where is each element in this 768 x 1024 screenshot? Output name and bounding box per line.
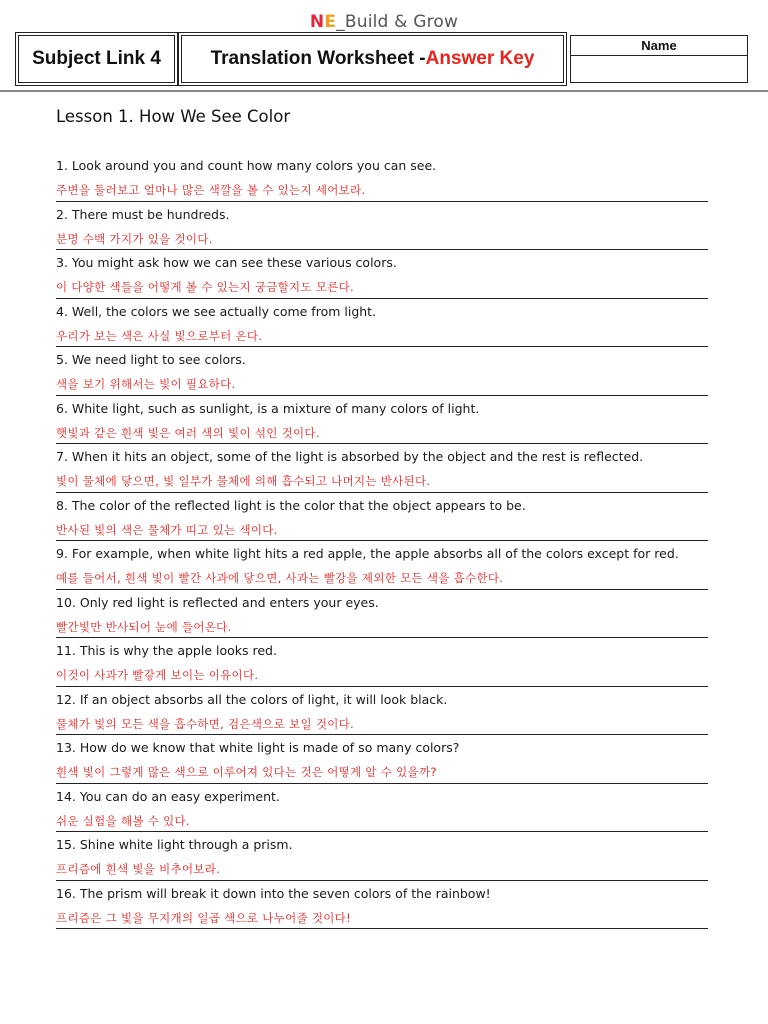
english-sentence: 5. We need light to see colors. [56, 352, 246, 367]
list-item [56, 493, 708, 542]
header-divider [0, 90, 768, 92]
list-item [56, 299, 708, 348]
title-cell [181, 35, 564, 83]
english-sentence: 1. Look around you and count how many colors you can see. [56, 158, 437, 173]
list-item [56, 153, 708, 202]
list-item [56, 735, 708, 784]
list-item [56, 347, 708, 396]
english-sentence: 15. Shine white light through a prism. [56, 837, 293, 852]
list-item [56, 202, 708, 251]
english-sentence: 13. How do we know that white light is made of so many colors? [56, 740, 460, 755]
korean-translation: 빛이 물체에 닿으면, 빛 일부가 물체에 의해 흡수되고 나머지는 반사된다. [56, 474, 431, 488]
name-label: Name [571, 36, 747, 56]
logo-letter-e: E [324, 12, 337, 32]
list-item [56, 881, 708, 930]
english-sentence: 7. When it hits an object, some of the light is absorbed by the object and the rest is reflected. [56, 449, 644, 464]
list-item [56, 396, 708, 445]
english-sentence: 4. Well, the colors we see actually come from light. [56, 303, 377, 319]
korean-translation: 물체가 빛의 모든 색을 흡수하면, 검은색으로 보일 것이다. [56, 716, 355, 731]
korean-translation: 햇빛과 같은 흰색 빛은 여러 색의 빛이 섞인 것이다. [56, 425, 320, 440]
korean-translation: 분명 수백 가지가 있을 것이다. [56, 231, 213, 246]
korean-translation: 예를 들어서, 흰색 빛이 빨간 사과에 닿으면, 사과는 빨강을 제외한 모든 색을 흡수한다. [56, 571, 504, 585]
english-sentence: 11. This is why the apple looks red. [56, 643, 277, 658]
logo-letter-n: N [309, 12, 325, 32]
list-item [56, 444, 708, 493]
list-item [56, 250, 708, 299]
korean-translation: 이것이 사과가 빨갛게 보이는 이유이다. [56, 668, 259, 682]
list-item [56, 638, 708, 687]
english-sentence: 12. If an object absorbs all the colors of light, it will look black. [56, 691, 448, 707]
brand-logo [0, 12, 768, 32]
korean-translation: 흰색 빛이 그렇게 많은 색으로 이루어져 있다는 것은 어떻게 알 수 있을까? [56, 765, 437, 779]
korean-translation: 색을 보기 위해서는 빛이 필요하다. [56, 377, 236, 391]
korean-translation: 반사된 빛의 색은 물체가 띠고 있는 색이다. [56, 522, 278, 537]
subject-label: Subject Link 4 [32, 48, 161, 69]
english-sentence: 8. The color of the reflected light is the color that the object appears to be. [56, 497, 526, 513]
brand-tagline: _Build & Grow [336, 12, 459, 32]
name-field[interactable] [571, 56, 747, 84]
english-sentence: 16. The prism will break it down into the seven colors of the rainbow! [56, 885, 491, 901]
korean-translation: 우리가 보는 색은 사실 빛으로부터 온다. [56, 328, 263, 343]
korean-translation: 프리즘은 그 빛을 무지개의 일곱 색으로 나누어줄 것이다! [56, 910, 352, 925]
korean-translation: 빨간빛만 반사되어 눈에 들어온다. [56, 619, 232, 634]
list-item [56, 784, 708, 833]
worksheet-title: Translation Worksheet - [210, 48, 426, 69]
list-item [56, 832, 708, 881]
name-box [570, 35, 748, 83]
list-item [56, 541, 708, 590]
answer-key-label: Answer Key [425, 48, 535, 69]
lesson-title: Lesson 1. How We See Color [56, 107, 291, 126]
english-sentence: 2. There must be hundreds. [56, 206, 230, 222]
list-item [56, 687, 708, 736]
korean-translation: 이 다양한 색들을 어떻게 볼 수 있는지 궁금할지도 모른다. [56, 280, 355, 294]
list-item [56, 590, 708, 639]
korean-translation: 쉬운 실험을 해볼 수 있다. [56, 813, 190, 828]
english-sentence: 6. White light, such as sunlight, is a mixture of many colors of light. [56, 400, 480, 416]
korean-translation: 프리즘에 흰색 빛을 비추어보라. [56, 862, 221, 876]
sentence-list [56, 153, 708, 929]
english-sentence: 14. You can do an easy experiment. [56, 788, 280, 804]
korean-translation: 주변을 둘러보고 얼마나 많은 색깔을 볼 수 있는지 세어보라. [56, 183, 366, 197]
english-sentence: 9. For example, when white light hits a red apple, the apple absorbs all of the colors except for red. [56, 546, 679, 561]
english-sentence: 3. You might ask how we can see these various colors. [56, 255, 397, 270]
subject-cell [18, 35, 175, 83]
english-sentence: 10. Only red light is reflected and enters your eyes. [56, 594, 379, 610]
